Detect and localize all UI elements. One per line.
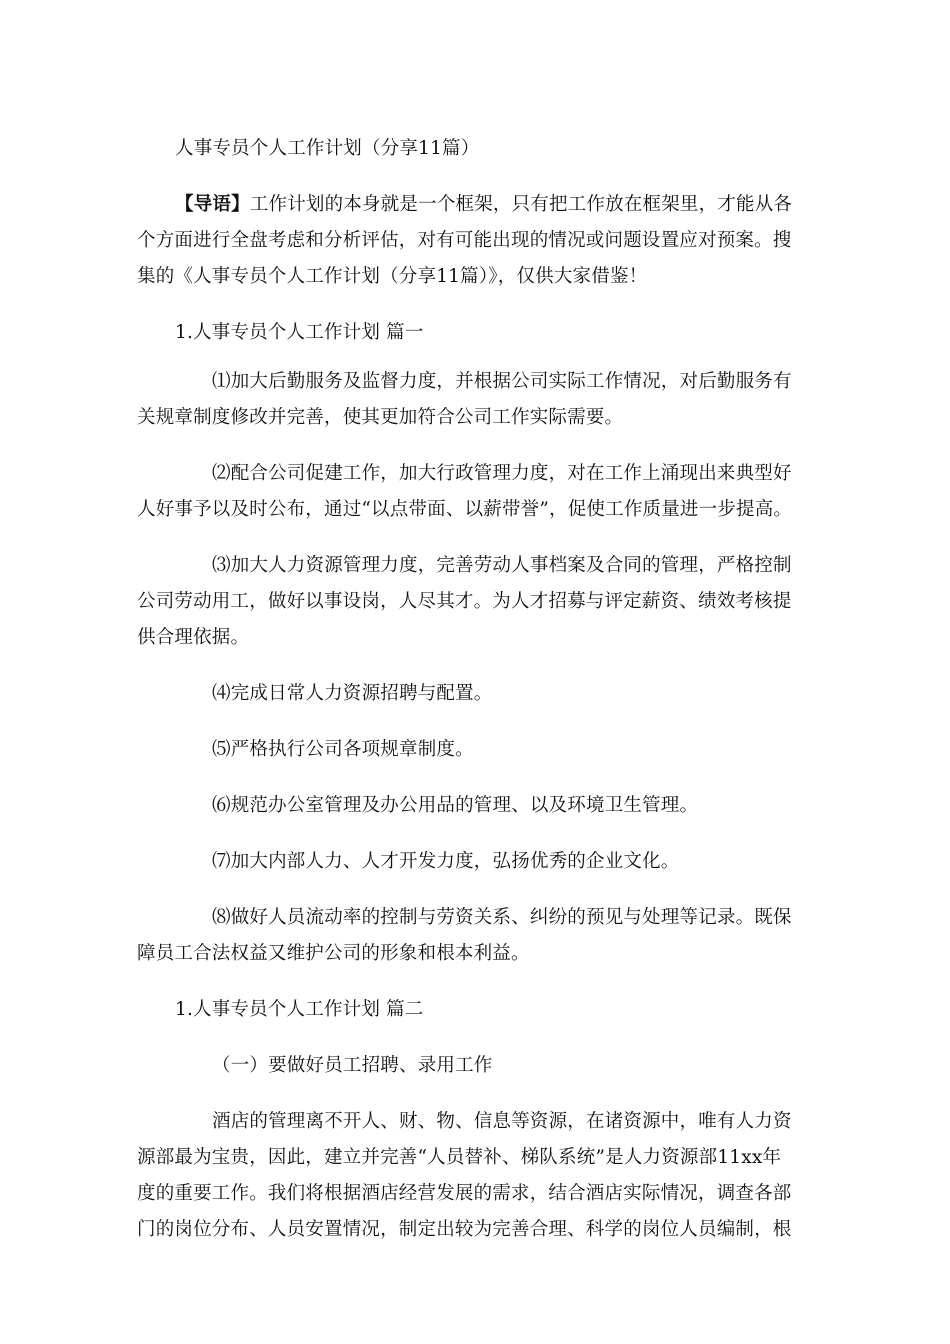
intro-tag: 【导语】 [175,194,250,215]
item-3-line-1: ⑶加大人力资源管理力度，完善劳动人事档案及合同的管理，严格控制 [212,555,792,576]
item-3-line-2: 公司劳动用工，做好以事设岗，人尽其才。为人才招募与评定薪资、绩效考核提 [137,591,792,612]
paragraph-line-1: 酒店的管理离不开人、财、物、信息等资源，在诸资源中，唯有人力资 [212,1111,792,1132]
paragraph-line-4: 门的岗位分布、人员安置情况，制定出较为完善合理、科学的岗位人员编制，根 [137,1219,792,1240]
item-3-line-3: 供合理依据。 [137,627,250,648]
item-8-line-1: ⑻做好人员流动率的控制与劳资关系、纠纷的预见与处理等记录。既保 [212,907,792,928]
item-1-line-2: 关规章制度修改并完善，使其更加符合公司工作实际需要。 [137,407,624,428]
item-2-line-2: 人好事予以及时公布，通过“以点带面、以薪带誉”，促使工作质量进一步提高。 [137,499,793,520]
item-1-line-1: ⑴加大后勤服务及监督力度，并根据公司实际工作情况，对后勤服务有 [212,371,792,392]
section-heading-1: 1.人事专员个人工作计划 篇一 [175,322,424,343]
item-4-line-1: ⑷完成日常人力资源招聘与配置。 [212,683,493,704]
document-title: 人事专员个人工作计划（分享11篇） [175,138,480,159]
item-7-line-1: ⑺加大内部人力、人才开发力度，弘扬优秀的企业文化。 [212,851,680,872]
item-2-line-1: ⑵配合公司促建工作，加大行政管理力度，对在工作上涌现出来典型好 [212,463,792,484]
intro-line-3: 集的《人事专员个人工作计划（分享11篇）》，仅供大家借鉴！ [137,266,648,287]
item-5-line-1: ⑸严格执行公司各项规章制度。 [212,739,474,760]
section-heading-2: 1.人事专员个人工作计划 篇二 [175,999,424,1020]
sub-heading: （一）要做好员工招聘、录用工作 [212,1055,493,1076]
item-6-line-1: ⑹规范办公室管理及办公用品的管理、以及环境卫生管理。 [212,795,699,816]
item-8-line-2: 障员工合法权益又维护公司的形象和根本利益。 [137,943,530,964]
intro-line-1 [175,193,792,217]
intro-line-2: 个方面进行全盘考虑和分析评估，对有可能出现的情况或问题设置应对预案。搜 [137,230,792,251]
paragraph-line-3: 度的重要工作。我们将根据酒店经营发展的需求，结合酒店实际情况，调查各部 [137,1183,792,1204]
intro-line-1-text: 工作计划的本身就是一个框架，只有把工作放在框架里，才能从各 [249,194,793,215]
paragraph-line-2: 源部最为宝贵，因此，建立并完善“人员替补、梯队系统”是人力资源部11xx年 [137,1147,782,1168]
